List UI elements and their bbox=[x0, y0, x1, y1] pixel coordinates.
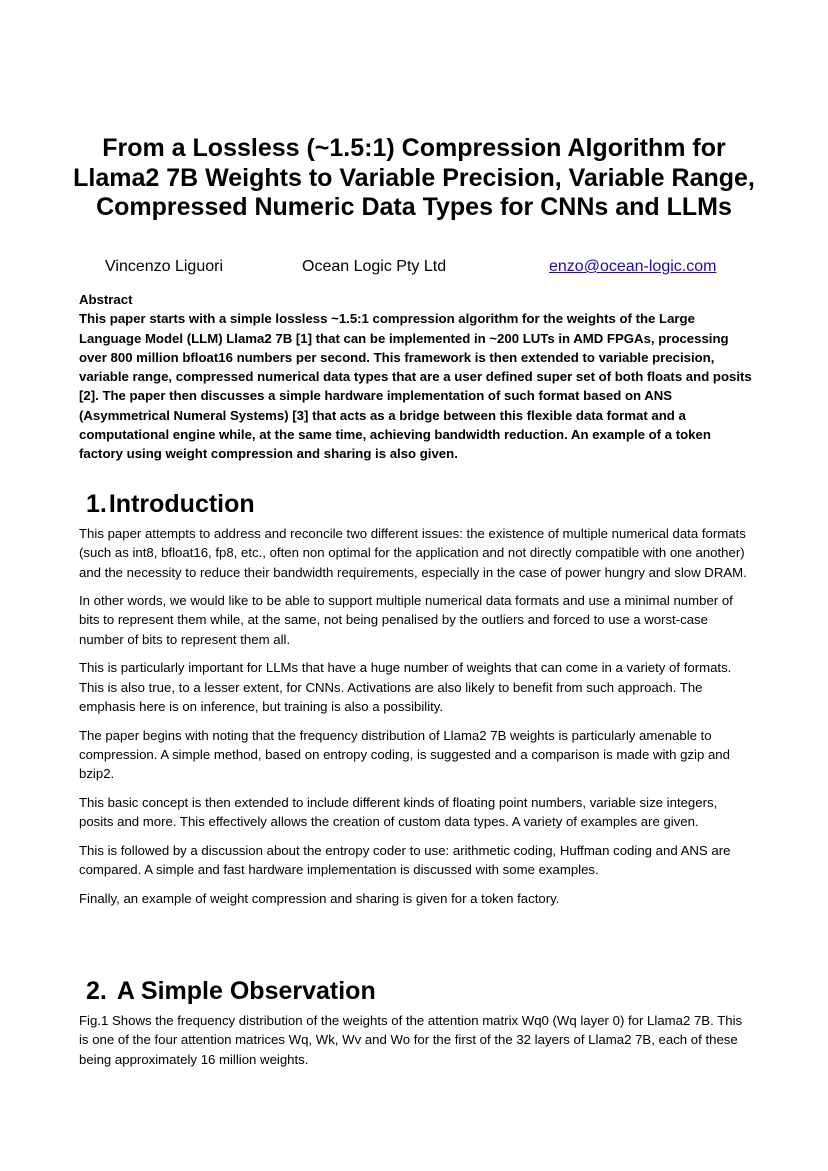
section-number: 1. bbox=[86, 490, 107, 518]
author-affiliation: Ocean Logic Pty Ltd bbox=[302, 258, 447, 275]
author-email-link[interactable]: enzo@ocean-logic.com bbox=[549, 258, 717, 275]
abstract-text: This paper starts with a simple lossless ~1.5:1 compression algorithm for the weights of the Large Language Model (LLM) Llama2 7B [1] that can be implemented in ~200 LUTs in AMD FPGAs, processing over 800 million bfloat16 numbers per second. This framework is then extended to variable precision, variable range, compressed numerical data types that are a user defined super set of both floats and posits [2]. The paper then discusses a simple hardware implementation of such format based on ANS (Asymmetrical Numeral Systems) [3] that acts as a bridge between this flexible data format and a computational engine while, at the same time, achieving bandwidth reduction. An example of a token factory using weight compression and sharing is also given. bbox=[79, 311, 752, 462]
section-body-introduction bbox=[79, 524, 754, 917]
section-heading-simple-observation bbox=[86, 976, 376, 1006]
author-line bbox=[0, 258, 828, 280]
section-title: A Simple Observation bbox=[116, 977, 376, 1005]
body-paragraph: Finally, an example of weight compression and sharing is given for a token factory. bbox=[79, 890, 560, 906]
section-title: Introduction bbox=[108, 490, 255, 518]
abstract-block bbox=[79, 290, 754, 464]
author-name: Vincenzo Liguori bbox=[105, 258, 224, 275]
abstract-heading: Abstract bbox=[79, 292, 133, 307]
body-paragraph: This is particularly important for LLMs that have a huge number of weights that can come in a variety of formats. This is also true, to a lesser extent, for CNNs. Activations are also likely to benefit from such approach. The emphasis here is on inference, but training is also a possibility. bbox=[79, 660, 732, 714]
body-paragraph: This basic concept is then extended to include different kinds of floating point numbers, variable size integers, posits and more. This effectively allows the creation of custom data types. A variety of examples are given. bbox=[79, 794, 718, 830]
section-number: 2. bbox=[86, 977, 107, 1005]
body-paragraph: Fig.1 Shows the frequency distribution of the weights of the attention matrix Wq0 (Wq layer 0) for Llama2 7B. This is one of the four attention matrices Wq, Wk, Wv and Wo for the first of the 32 layers of Llama2 7B, each of these being approximately 16 million weights. bbox=[79, 1013, 743, 1067]
section-heading-introduction bbox=[86, 489, 255, 519]
section-body-simple-observation bbox=[79, 1011, 754, 1078]
body-paragraph: This is followed by a discussion about the entropy coder to use: arithmetic coding, Huffman coding and ANS are compared. A simple and fast hardware implementation is discussed with some examples. bbox=[79, 842, 731, 877]
body-paragraph: This paper attempts to address and reconcile two different issues: the existence of multiple numerical data formats (such as int8, bfloat16, fp8, etc., often non optimal for the application and not directly compatible with one another) and the necessity to reduce their bandwidth requirements, especially in the case of power hungry and slow DRAM. bbox=[79, 526, 747, 580]
body-paragraph: The paper begins with noting that the frequency distribution of Llama2 7B weights is particularly amenable to compression. A simple method, based on entropy coding, is suggested and a comparison is made with gzip and bzip2. bbox=[79, 727, 730, 782]
paper-title: From a Lossless (~1.5:1) Compression Algorithm for Llama2 7B Weights to Variable Precision, Variable Range, Compressed Numeric Data Types for CNNs and LLMs bbox=[73, 134, 755, 221]
body-paragraph: In other words, we would like to be able to support multiple numerical data formats and use a minimal number of bits to represent them while, at the same, not being penalised by the outliers and forced to use a worst-case number of bits to represent them all. bbox=[79, 593, 733, 647]
